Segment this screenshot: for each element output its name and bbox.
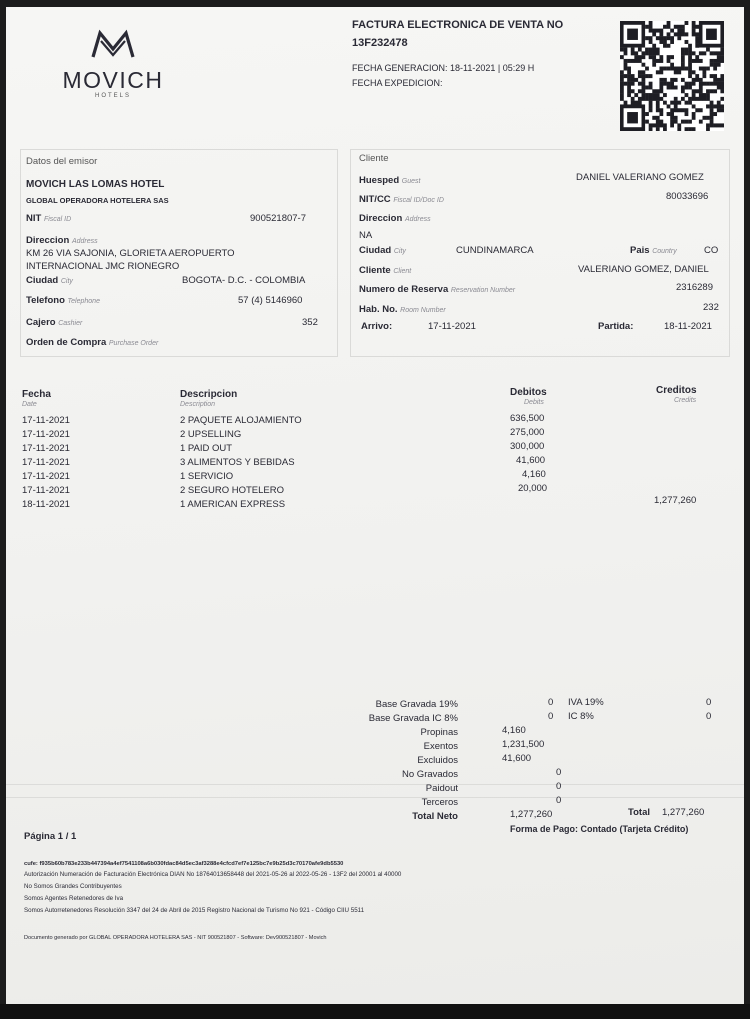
totals-value: 0 [556, 767, 562, 778]
totals-label: No Gravados [402, 769, 458, 780]
cliente-cliente-label: Cliente Client [359, 265, 412, 276]
emisor-ciudad-value: BOGOTA- D.C. - COLOMBIA [182, 275, 306, 286]
col-creditos-header: Creditos [656, 385, 697, 396]
row-desc: 2 PAQUETE ALOJAMIENTO [180, 415, 302, 426]
totals-value: 0 [548, 697, 554, 708]
cliente-pais-label: Pais Country [630, 245, 677, 256]
emisor-telefono-value: 57 (4) 5146960 [238, 295, 303, 306]
background-edge [0, 1004, 750, 1019]
paper-fold-line [6, 784, 744, 785]
footer-autorizacion: Autorización Numeración de Facturación Electrónica DIAN No 18764013658448 del 2021-05-26 al 2022-05-26 - 13F2 del 20001 al 40000 [24, 871, 402, 878]
cliente-huesped-value: DANIEL VALERIANO GOMEZ [576, 172, 704, 183]
ic-label: IC 8% [568, 711, 594, 722]
logo-brand: MOVICH [62, 67, 164, 93]
row-desc: 1 SERVICIO [180, 471, 234, 482]
row-date: 17-11-2021 [22, 471, 70, 482]
emisor-direccion-label: Direccion Address [26, 235, 98, 246]
col-desc-header: Descripcion [180, 389, 238, 400]
cliente-ciudad-value: CUNDINAMARCA [456, 245, 534, 256]
cliente-hab-value: 232 [703, 302, 719, 313]
col-creditos-sub: Credits [674, 397, 697, 404]
footer-line4: Somos Agentes Retenedores de Iva [24, 895, 124, 902]
emisor-cajero-value: 352 [302, 317, 318, 328]
totals-value: 1,231,500 [502, 739, 545, 750]
cliente-section-label: Cliente [359, 153, 389, 164]
totals-label: Terceros [421, 797, 458, 808]
qr-code [620, 21, 724, 131]
totals-label: Base Gravada 19% [375, 699, 458, 710]
forma-pago: Forma de Pago: Contado (Tarjeta Crédito) [510, 824, 689, 834]
emisor-orden-label: Orden de Compra Purchase Order [26, 337, 159, 348]
pagina: Página 1 / 1 [24, 831, 77, 842]
cliente-arrivo-label: Arrivo: [361, 321, 393, 332]
fecha-generacion: FECHA GENERACION: 18-11-2021 | 05:29 H [352, 63, 535, 73]
footer-documento: Documento generado por GLOBAL OPERADORA HOTELERA SAS - NIT 900521807 - Software: Dev900521807 - Movich [24, 935, 327, 941]
emisor-name: MOVICH LAS LOMAS HOTEL [26, 179, 165, 190]
cliente-direccion-label: Direccion Address [359, 213, 431, 224]
invoice-number: 13F232478 [352, 37, 408, 49]
cliente-partida-label: Partida: [598, 321, 634, 332]
row-debit: 4,160 [522, 469, 546, 480]
row-debit: 41,600 [516, 455, 546, 466]
totals-label: Base Gravada IC 8% [368, 713, 458, 724]
totals-value: 0 [548, 711, 554, 722]
emisor-address-line1: KM 26 VIA SAJONIA, GLORIETA AEROPUERTO [26, 248, 235, 259]
cliente-pais-value: CO [704, 245, 719, 256]
totals-value: 41,600 [502, 753, 532, 764]
cliente-cliente-value: VALERIANO GOMEZ, DANIEL [578, 264, 709, 275]
emisor-nit-value: 900521807-7 [250, 213, 306, 224]
totals-label: Paidout [425, 783, 458, 794]
col-desc-sub: Description [180, 401, 216, 408]
fecha-expedicion: FECHA EXPEDICION: [352, 78, 443, 88]
row-debit: 275,000 [510, 427, 545, 438]
cliente-partida-value: 18-11-2021 [664, 321, 712, 332]
footer-line5: Somos Autorretenedores Resolución 3347 del 24 de Abril de 2015 Registro Nacional de Turismo No 921 - Código CIIU 5511 [24, 907, 365, 914]
totals-value: 0 [556, 795, 562, 806]
totals-value: 0 [556, 781, 562, 792]
total-neto-value: 1,277,260 [510, 809, 553, 820]
logo-sub: HOTELS [94, 93, 131, 99]
row-desc: 1 PAID OUT [180, 443, 233, 454]
cliente-huesped-label: Huesped Guest [359, 175, 421, 186]
invoice-paper [6, 7, 744, 1004]
totals-label: Exentos [423, 741, 458, 752]
cliente-nit-label: NIT/CC Fiscal ID/Doc ID [359, 194, 444, 205]
emisor-company: GLOBAL OPERADORA HOTELERA SAS [26, 196, 169, 205]
row-desc: 3 ALIMENTOS Y BEBIDAS [180, 457, 295, 468]
emisor-address-line2: INTERNACIONAL JMC RIONEGRO [26, 261, 180, 272]
totals-label: Excluidos [417, 755, 458, 766]
cliente-nit-value: 80033696 [666, 191, 709, 202]
cliente-direccion-value: NA [359, 230, 373, 241]
row-date: 17-11-2021 [22, 415, 70, 426]
row-debit: 300,000 [510, 441, 545, 452]
row-date: 17-11-2021 [22, 485, 70, 496]
row-desc: 1 AMERICAN EXPRESS [180, 499, 286, 510]
footer-cufe: cufe: f935b60b783e233b447394a4ef7541108a6b030fdac84d5ec3af3288e4cfcd7ef7e125bc7e9b25d3c70170afe9db5530 [24, 861, 344, 867]
cliente-hab-label: Hab. No. Room Number [359, 304, 446, 315]
emisor-telefono-label: Telefono Telephone [26, 295, 100, 306]
invoice-title: FACTURA ELECTRONICA DE VENTA NO [352, 19, 564, 31]
emisor-cajero-label: Cajero Cashier [26, 317, 83, 328]
ic-value: 0 [706, 711, 712, 722]
row-debit: 20,000 [518, 483, 548, 494]
movich-logo-mark-icon [38, 27, 188, 67]
paper-fold-line [6, 797, 744, 798]
totals-label: Propinas [420, 727, 458, 738]
cliente-arrivo-value: 17-11-2021 [428, 321, 476, 332]
emisor-section-label: Datos del emisor [26, 156, 98, 167]
total-value: 1,277,260 [662, 807, 705, 818]
row-date: 18-11-2021 [22, 499, 70, 510]
qr-code-icon [620, 21, 724, 131]
totals-value: 4,160 [502, 725, 526, 736]
row-date: 17-11-2021 [22, 443, 70, 454]
total-neto-label: Total Neto [412, 811, 458, 822]
col-debitos-sub: Debits [524, 399, 544, 406]
cliente-reserva-label: Numero de Reserva Reservation Number [359, 284, 516, 295]
emisor-nit-label: NIT Fiscal ID [26, 213, 72, 224]
cliente-ciudad-label: Ciudad City [359, 245, 406, 256]
row-date: 17-11-2021 [22, 457, 70, 468]
row-credit: 1,277,260 [654, 495, 697, 506]
col-debitos-header: Debitos [510, 387, 547, 398]
iva-value: 0 [706, 697, 712, 708]
row-date: 17-11-2021 [22, 429, 70, 440]
emisor-ciudad-label: Ciudad City [26, 275, 73, 286]
cliente-reserva-value: 2316289 [676, 282, 713, 293]
footer-line3: No Somos Grandes Contribuyentes [24, 883, 122, 890]
row-desc: 2 SEGURO HOTELERO [180, 485, 284, 496]
row-debit: 636,500 [510, 413, 545, 424]
total-label: Total [628, 807, 650, 818]
iva-label: IVA 19% [568, 697, 604, 708]
row-desc: 2 UPSELLING [180, 429, 242, 440]
col-fecha-sub: Date [22, 401, 37, 408]
col-fecha-header: Fecha [22, 389, 51, 400]
